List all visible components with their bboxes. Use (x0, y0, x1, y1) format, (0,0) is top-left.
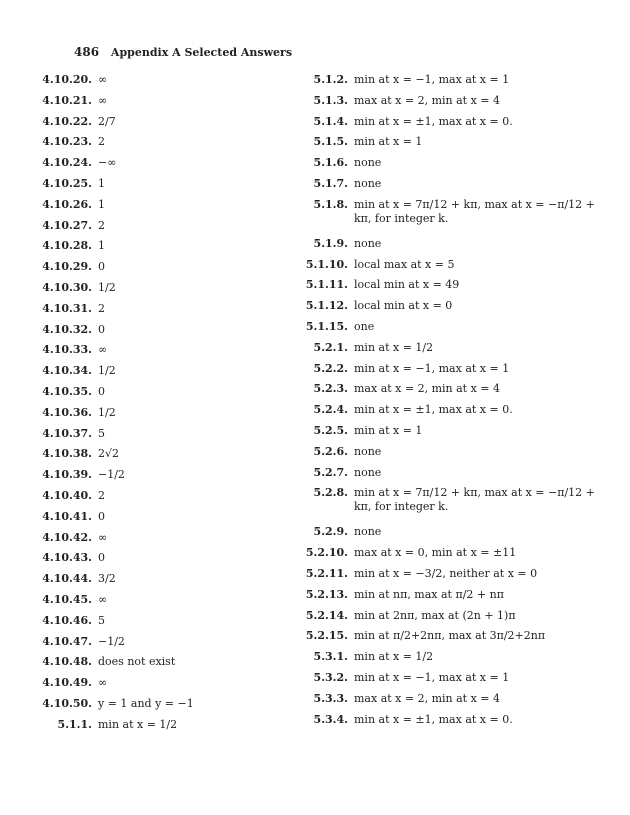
answer-entry (302, 424, 602, 445)
answer-entry (302, 588, 602, 609)
exercise-number: 5.1.7. (313, 176, 348, 190)
running-title: Appendix A Selected Answers (110, 46, 293, 59)
answer-text: 1/2 (98, 405, 116, 419)
exercise-number: 4.10.25. (42, 176, 92, 190)
answer-text: −∞ (98, 156, 117, 170)
exercise-number: 4.10.27. (42, 218, 92, 232)
exercise-number: 5.2.2. (313, 361, 348, 375)
exercise-number: 5.2.14. (305, 608, 348, 622)
answer-entry (28, 697, 288, 718)
exercise-number: 4.10.31. (42, 301, 92, 315)
answer-entry (302, 671, 602, 692)
answer-entry (302, 382, 602, 403)
answer-entry (302, 629, 602, 650)
answer-text: min at x = 7π/12 + kπ, max at x = −π/12 + kπ, for integer k. (354, 486, 595, 514)
answer-entry (302, 609, 602, 630)
answer-text: 1 (98, 176, 105, 190)
answer-text: 5 (98, 613, 105, 627)
exercise-number: 4.10.22. (42, 114, 92, 128)
answer-text: 1 (98, 239, 105, 253)
exercise-number: 4.10.20. (42, 73, 92, 86)
exercise-number: 4.10.50. (42, 696, 92, 710)
exercise-number: 4.10.23. (42, 135, 92, 149)
answer-text: none (354, 176, 382, 190)
exercise-number: 4.10.47. (42, 634, 92, 648)
exercise-number: 4.10.42. (42, 530, 92, 544)
answer-text: 0 (98, 322, 105, 336)
answer-text: min at nπ, max at π/2 + nπ (354, 587, 504, 601)
answer-entry (28, 468, 288, 489)
exercise-number: 5.1.6. (313, 156, 348, 170)
answer-entry (302, 445, 602, 466)
answer-entry (28, 260, 288, 281)
exercise-number: 5.1.2. (313, 73, 348, 86)
exercise-number: 5.1.11. (305, 278, 348, 292)
answer-entry (302, 237, 602, 258)
answer-text: ∞ (98, 530, 108, 544)
answer-text: min at x = ±1, max at x = 0. (354, 114, 513, 128)
answer-entry (28, 718, 288, 739)
exercise-number: 5.3.3. (313, 691, 348, 705)
exercise-number: 5.1.15. (305, 319, 348, 333)
answer-entry (302, 403, 602, 424)
answer-entry (28, 343, 288, 364)
answer-entry (28, 406, 288, 427)
answer-text: min at x = 1/2 (354, 650, 434, 664)
answer-text: 5 (98, 426, 105, 440)
answer-entry (28, 177, 288, 198)
exercise-number: 5.2.4. (313, 403, 348, 417)
answer-text: 2 (98, 301, 105, 315)
exercise-number: 5.1.3. (313, 93, 348, 107)
answer-text: ∞ (98, 73, 108, 86)
exercise-number: 5.1.5. (313, 135, 348, 149)
page-header (74, 45, 292, 61)
answer-text: 2 (98, 135, 105, 149)
answer-entry (28, 551, 288, 572)
answer-text: 2/7 (98, 114, 116, 128)
answers-left-column (28, 73, 288, 739)
answer-text: min at π/2+2nπ, max at 3π/2+2nπ (354, 629, 546, 643)
answer-entry (302, 362, 602, 383)
exercise-number: 4.10.48. (42, 655, 92, 669)
answer-text: ∞ (98, 676, 108, 690)
exercise-number: 4.10.49. (42, 676, 92, 690)
answer-text: min at x = ±1, max at x = 0. (354, 712, 513, 726)
exercise-number: 5.2.6. (313, 444, 348, 458)
exercise-number: 4.10.21. (42, 93, 92, 107)
answer-entry (302, 713, 602, 734)
exercise-number: 4.10.30. (42, 280, 92, 294)
answer-entry (28, 385, 288, 406)
answer-entry (302, 692, 602, 713)
exercise-number: 4.10.28. (42, 239, 92, 253)
answer-entry (302, 258, 602, 279)
answers-right-column (302, 73, 602, 733)
answer-entry (28, 281, 288, 302)
answer-text: min at x = 1 (354, 135, 423, 149)
answer-text: min at x = −3/2, neither at x = 0 (354, 566, 538, 580)
answer-entry (302, 546, 602, 567)
answer-entry (28, 676, 288, 697)
answer-entry (28, 239, 288, 260)
answer-text: none (354, 444, 382, 458)
answer-entry (302, 567, 602, 588)
answer-text: 2 (98, 218, 105, 232)
answer-text: 0 (98, 509, 105, 523)
exercise-number: 4.10.44. (42, 572, 92, 586)
exercise-number: 5.2.10. (305, 546, 348, 560)
answer-text: 0 (98, 384, 105, 398)
exercise-number: 5.1.1. (57, 717, 92, 731)
answer-entry (28, 364, 288, 385)
answer-text: 0 (98, 260, 105, 274)
answer-entry (28, 531, 288, 552)
exercise-number: 4.10.38. (42, 447, 92, 461)
exercise-number: 5.1.8. (313, 197, 348, 211)
answer-text: min at x = −1, max at x = 1 (354, 361, 510, 375)
answer-text: ∞ (98, 343, 108, 357)
answer-entry (28, 510, 288, 531)
answer-text: min at x = 1 (354, 423, 423, 437)
answer-entry (302, 525, 602, 546)
exercise-number: 4.10.45. (42, 592, 92, 606)
exercise-number: 5.1.9. (313, 236, 348, 250)
answer-text: max at x = 0, min at x = ±11 (354, 546, 517, 560)
exercise-number: 4.10.33. (42, 343, 92, 357)
exercise-number: 5.2.8. (313, 486, 348, 500)
exercise-number: 4.10.36. (42, 405, 92, 419)
answer-entry (302, 466, 602, 487)
answer-text: max at x = 2, min at x = 4 (354, 691, 500, 705)
answer-entry (28, 302, 288, 323)
answer-text: 1/2 (98, 280, 116, 294)
exercise-number: 5.3.1. (313, 650, 348, 664)
answer-entry (28, 489, 288, 510)
answer-text: one (354, 319, 375, 333)
answer-entry (302, 156, 602, 177)
exercise-number: 4.10.40. (42, 488, 92, 502)
exercise-number: 4.10.37. (42, 426, 92, 440)
answer-text: min at 2nπ, max at (2n + 1)π (354, 608, 516, 622)
exercise-number: 5.2.5. (313, 423, 348, 437)
exercise-number: 5.1.4. (313, 114, 348, 128)
exercise-number: 5.2.13. (305, 587, 348, 601)
answer-entry (28, 655, 288, 676)
exercise-number: 4.10.35. (42, 384, 92, 398)
answer-text: none (354, 236, 382, 250)
answer-text: none (354, 156, 382, 170)
answer-entry (302, 486, 602, 525)
answer-text: 0 (98, 551, 105, 565)
answer-entry (28, 614, 288, 635)
exercise-number: 5.2.1. (313, 340, 348, 354)
exercise-number: 4.10.43. (42, 551, 92, 565)
answer-text: max at x = 2, min at x = 4 (354, 93, 500, 107)
answer-entry (302, 650, 602, 671)
answer-text: min at x = 1/2 (354, 340, 434, 354)
answer-entry (28, 135, 288, 156)
exercise-number: 4.10.29. (42, 260, 92, 274)
answer-entry (302, 341, 602, 362)
answer-entry (28, 447, 288, 468)
answer-text: 1/2 (98, 364, 116, 378)
answer-entry (302, 115, 602, 136)
answer-entry (302, 299, 602, 320)
exercise-number: 5.2.11. (305, 566, 348, 580)
answer-entry (28, 427, 288, 448)
exercise-number: 4.10.46. (42, 613, 92, 627)
answer-text: min at x = ±1, max at x = 0. (354, 403, 513, 417)
answer-entry (28, 323, 288, 344)
answer-text: min at x = −1, max at x = 1 (354, 670, 510, 684)
answer-text: 1 (98, 197, 105, 211)
answer-text: none (354, 525, 382, 539)
answer-entry (28, 73, 288, 94)
exercise-number: 4.10.34. (42, 364, 92, 378)
answer-entry (28, 115, 288, 136)
answer-text: 2√2 (98, 447, 120, 461)
answer-text: min at x = −1, max at x = 1 (354, 73, 510, 86)
answer-text: local min at x = 0 (354, 299, 453, 313)
answer-text: 2 (98, 488, 105, 502)
answer-entry (302, 278, 602, 299)
answer-text: does not exist (98, 655, 176, 669)
answer-entry (28, 635, 288, 656)
answer-text: ∞ (98, 592, 108, 606)
exercise-number: 5.3.2. (313, 670, 348, 684)
answer-text: 3/2 (98, 572, 116, 586)
answer-text: y = 1 and y = −1 (98, 696, 194, 710)
answer-text: none (354, 465, 382, 479)
exercise-number: 5.2.7. (313, 465, 348, 479)
answer-entry (28, 198, 288, 219)
answer-text: local max at x = 5 (354, 257, 455, 271)
answer-entry (28, 156, 288, 177)
exercise-number: 5.2.9. (313, 525, 348, 539)
answer-entry (28, 219, 288, 240)
answer-text: −1/2 (98, 468, 125, 482)
answer-entry (302, 198, 602, 237)
answer-entry (28, 593, 288, 614)
exercise-number: 4.10.32. (42, 322, 92, 336)
exercise-number: 4.10.24. (42, 156, 92, 170)
answer-entry (28, 94, 288, 115)
exercise-number: 4.10.26. (42, 197, 92, 211)
answer-entry (302, 320, 602, 341)
answer-entry (302, 94, 602, 115)
answer-entry (28, 572, 288, 593)
exercise-number: 5.1.10. (305, 257, 348, 271)
exercise-number: 5.2.3. (313, 382, 348, 396)
exercise-number: 4.10.41. (42, 509, 92, 523)
answer-text: local min at x = 49 (354, 278, 460, 292)
exercise-number: 4.10.39. (42, 468, 92, 482)
answer-text: max at x = 2, min at x = 4 (354, 382, 500, 396)
answer-entry (302, 135, 602, 156)
exercise-number: 5.1.12. (305, 299, 348, 313)
exercise-number: 5.3.4. (313, 712, 348, 726)
answer-entry (302, 177, 602, 198)
page-number: 486 (74, 45, 100, 59)
answer-text: min at x = 7π/12 + kπ, max at x = −π/12 + kπ, for integer k. (354, 197, 595, 225)
answer-text: −1/2 (98, 634, 125, 648)
answer-entry (302, 73, 602, 94)
answer-text: min at x = 1/2 (98, 717, 178, 731)
exercise-number: 5.2.15. (305, 629, 348, 643)
answer-text: ∞ (98, 93, 108, 107)
